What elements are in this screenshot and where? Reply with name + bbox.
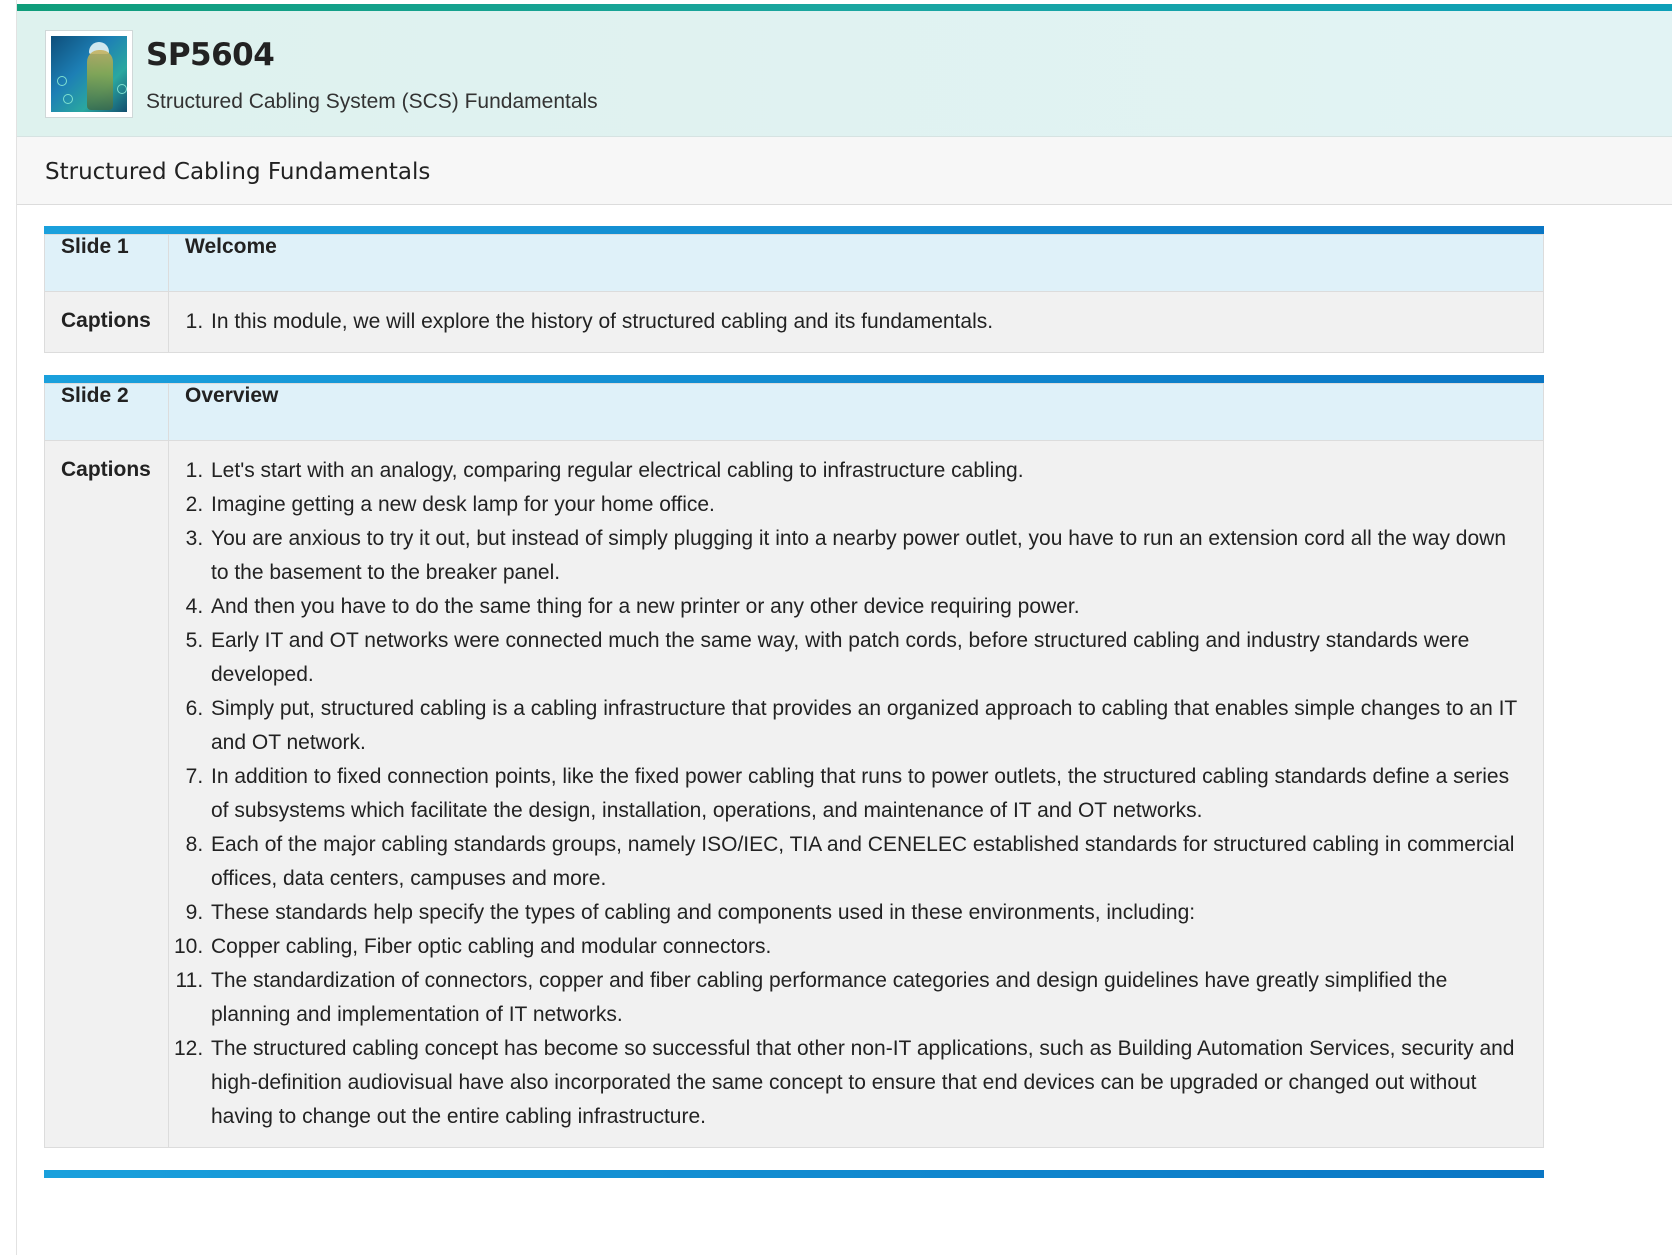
slide-table [44,383,1544,1148]
captions-label: Captions [45,292,169,353]
caption-item: 3. You are anxious to try it out, but instead of simply plugging it into a nearby power outlet, you have to run an extension cord all the way down to the basement to the breaker panel. [209,522,1527,590]
slide-title: Overview [169,384,1544,441]
slide-block [44,226,1544,353]
caption-item: 10. Copper cabling, Fiber optic cabling and modular connectors. [209,930,1527,964]
page [16,0,1672,1255]
course-thumbnail [45,30,133,118]
section-title: Structured Cabling Fundamentals [45,159,431,185]
slide-table [44,234,1544,353]
caption-item: 1. Let's start with an analogy, comparing regular electrical cabling to infrastructure cabling. [209,454,1527,488]
caption-item: 6. Simply put, structured cabling is a cabling infrastructure that provides an organized approach to cabling that enables simple changes to an IT and OT network. [209,692,1527,760]
slide-header-row [45,384,1544,441]
caption-item: 7. In addition to fixed connection points, like the fixed power cabling that runs to power outlets, the structured cabling standards define a series of subsystems which facilitate the design, installation, operations, and maintenance of IT and OT networks. [209,760,1527,828]
course-code: SP5604 [146,37,275,73]
caption-item: 1. In this module, we will explore the history of structured cabling and its fundamentals. [209,305,1527,339]
slide-number: Slide 2 [45,384,169,441]
captions-list [173,305,1527,339]
caption-item: 2. Imagine getting a new desk lamp for your home office. [209,488,1527,522]
captions-list [173,454,1527,1134]
slide-title: Welcome [169,235,1544,292]
slides-list [44,226,1544,1220]
slide-number: Slide 1 [45,235,169,292]
captions-row [45,292,1544,353]
top-accent-bar [17,4,1672,11]
caption-item: 12. The structured cabling concept has become so successful that other non-IT applications, such as Building Automation Services, security and high-definition audiovisual have also incorporated the same concept to ensure that end devices can be upgraded or changed out without having to change out the entire cabling infrastructure. [209,1032,1527,1134]
captions-row [45,441,1544,1148]
captions-cell [169,441,1544,1148]
course-header [17,11,1672,137]
course-title: Structured Cabling System (SCS) Fundamentals [146,90,598,113]
caption-item: 8. Each of the major cabling standards groups, namely ISO/IEC, TIA and CENELEC established standards for structured cabling in commercial offices, data centers, campuses and more. [209,828,1527,896]
slide-block-next [44,1170,1544,1198]
slide-block [44,375,1544,1148]
caption-item: 4. And then you have to do the same thing for a new printer or any other device requiring power. [209,590,1527,624]
course-thumbnail-photo-icon [51,36,127,112]
captions-label: Captions [45,441,169,1148]
caption-item: 5. Early IT and OT networks were connected much the same way, with patch cords, before structured cabling and industry standards were developed. [209,624,1527,692]
slide-header-row [45,235,1544,292]
section-title-bar [17,137,1672,205]
caption-item: 11. The standardization of connectors, copper and fiber cabling performance categories and design guidelines have greatly simplified the planning and implementation of IT networks. [209,964,1527,1032]
caption-item: 9. These standards help specify the types of cabling and components used in these environments, including: [209,896,1527,930]
captions-cell [169,292,1544,353]
